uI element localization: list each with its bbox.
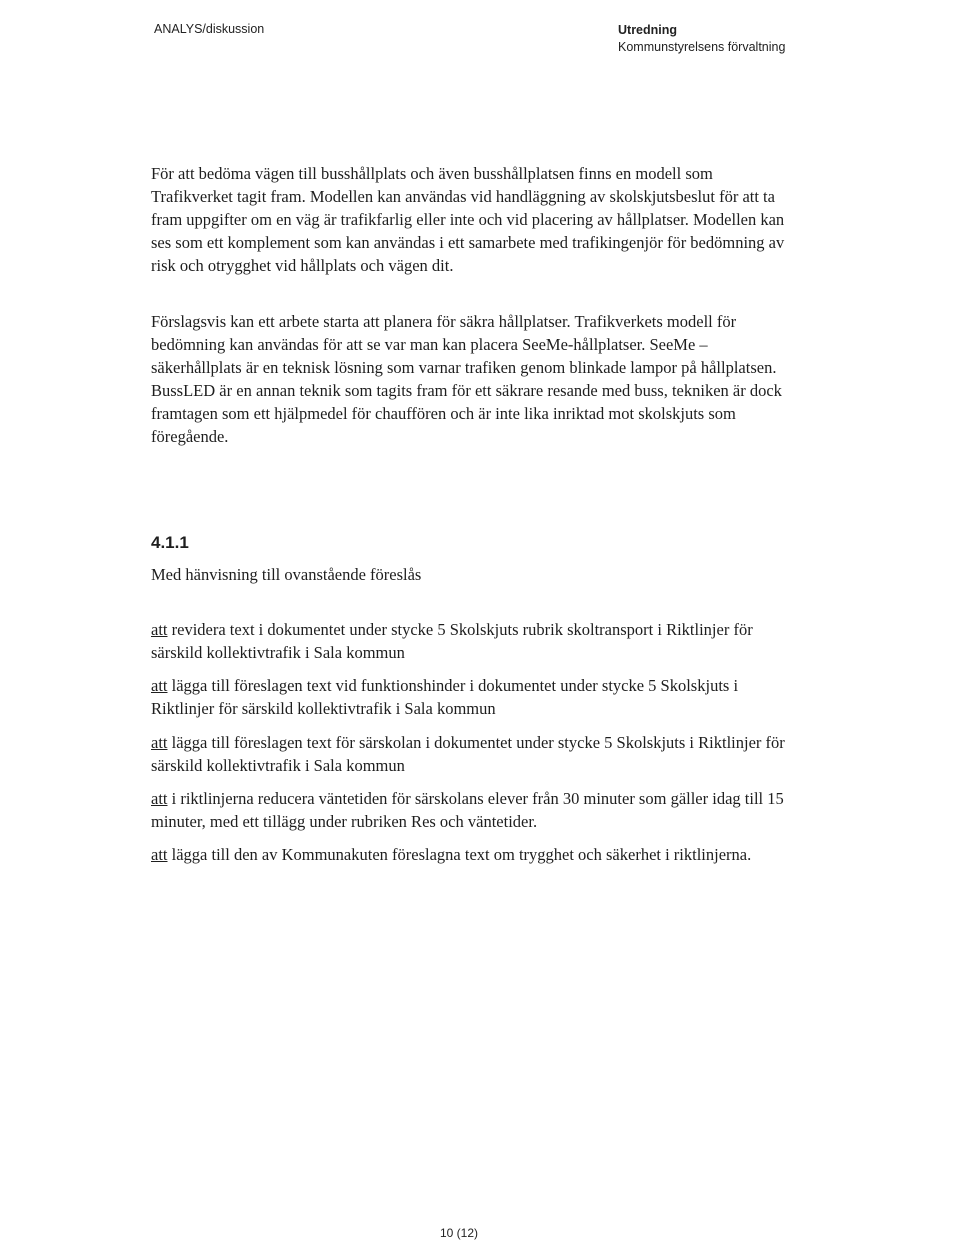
proposal-text: lägga till föreslagen text för särskolan i dokumentet under stycke 5 Skolskjuts i Riktlinjer för särskild kollektivtrafik i Sala kommun: [151, 733, 785, 775]
proposal-keyword: att: [151, 789, 168, 808]
proposal-keyword: att: [151, 676, 168, 695]
proposal-keyword: att: [151, 733, 168, 752]
proposal-intro: Med hänvisning till ovanstående föreslås: [151, 565, 422, 584]
proposal-keyword: att: [151, 845, 168, 864]
page-number: 10 (12): [439, 1226, 479, 1240]
document-type: Utredning: [618, 23, 678, 37]
proposal-item: [151, 843, 791, 866]
organization-name: Kommunstyrelsens förvaltning: [618, 40, 786, 54]
proposal-keyword: att: [151, 620, 168, 639]
proposal-text: lägga till föreslagen text vid funktionshinder i dokumentet under stycke 5 Skolskjuts i Riktlinjer för särskild kollektivtrafik i Sala kommun: [151, 676, 739, 718]
proposal-item: [151, 787, 791, 833]
section-number: 4.1.1: [151, 533, 189, 552]
proposal-text: lägga till den av Kommunakuten föreslagna text om trygghet och säkerhet i riktlinjerna.: [167, 845, 752, 864]
body-paragraph-1: För att bedöma vägen till busshållplats och även busshållplatsen finns en modell som Trafikverket tagit fram. Modellen kan användas vid handläggning av skolskjutsbeslut för att ta fram uppgifter om en väg är trafikfarlig eller inte och vid placering av hållplatser. Modellen kan ses som ett komplement som kan användas i ett samarbete med trafikingenjör för bedömning av risk och otrygghet vid hållplats och vägen dit.: [151, 164, 785, 275]
header-document-info: [618, 22, 785, 56]
body-paragraph-2: Förslagsvis kan ett arbete starta att planera för säkra hållplatser. Trafikverkets modell för bedömning kan användas för att se var man kan placera SeeMe-hållplatser. SeeMe – säkerhållplats är en teknisk lösning som varnar trafiken genom blinkade lampor på hållplatsen. BussLED är en annan teknik som tagits fram för ett säkrare resande med buss, tekniken är dock framtagen som ett hjälpmedel för chauffören och är inte lika inriktad mot skolskjuts som föregående.: [151, 312, 782, 446]
proposal-item: [151, 731, 791, 777]
proposal-text: i riktlinjerna reducera väntetiden för särskolans elever från 30 minuter som gäller idag till 15 minuter, med ett tillägg under rubriken Res och väntetider.: [151, 789, 784, 831]
header-section-label: ANALYS/diskussion: [154, 22, 265, 36]
proposal-text: revidera text i dokumentet under stycke 5 Skolskjuts rubrik skoltransport i Riktlinjer för särskild kollektivtrafik i Sala kommun: [151, 620, 753, 662]
proposal-item: [151, 674, 791, 720]
proposal-item: [151, 618, 791, 664]
